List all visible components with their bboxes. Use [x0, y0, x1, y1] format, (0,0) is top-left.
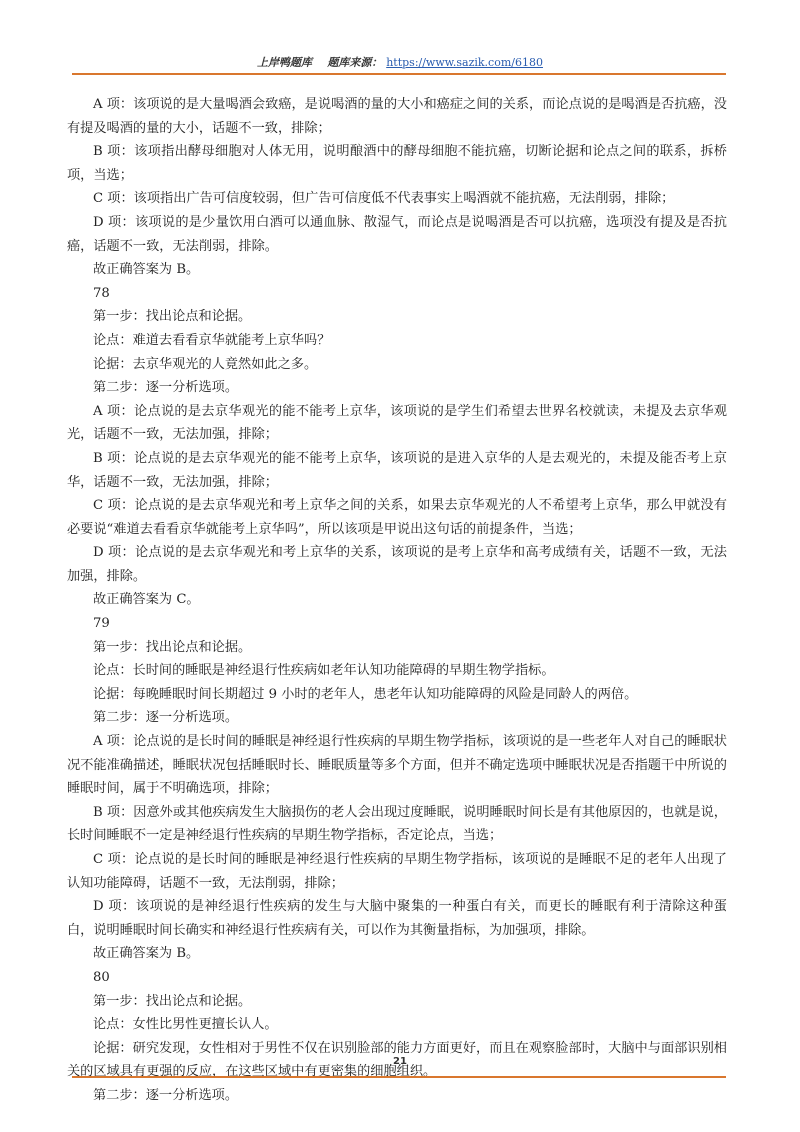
- paragraph: D 项：该项说的是神经退行性疾病的发生与大脑中聚集的一种蛋白有关，而更长的睡眠有利于清除这种蛋白，说明睡眠时间长确实和神经退行性疾病有关，可以作为其衡量指标，为加强项，排除。: [67, 899, 727, 938]
- answer-line: 故正确答案为 B。: [93, 946, 200, 962]
- answer-line: 故正确答案为 B。: [93, 262, 200, 278]
- paragraph: 第二步：逐一分析选项。: [93, 380, 239, 396]
- paragraph: 第二步：逐一分析选项。: [93, 1087, 239, 1103]
- paragraph: D 项：该项说的是少量饮用白酒可以通血脉、散湿气，而论点是说喝酒是否可以抗癌，选项没有提及是否抗癌，话题不一致，无法削弱，排除。: [67, 214, 727, 254]
- paragraph: 论点：长时间的睡眠是神经退行性疾病如老年认知功能障碍的早期生物学指标。: [93, 663, 555, 679]
- question-number: 79: [93, 616, 110, 632]
- paragraph: 第一步：找出论点和论据。: [93, 639, 252, 655]
- header-site-name: 上岸鸭题库: [257, 56, 313, 69]
- paragraph: 第一步：找出论点和论据。: [93, 309, 252, 325]
- paragraph: B 项：该项指出酵母细胞对人体无用，说明酿酒中的酵母细胞不能抗癌，切断论据和论点之间的联系，拆桥项，当选；: [67, 144, 727, 183]
- header-divider: [72, 73, 726, 75]
- paragraph: 第二步：逐一分析选项。: [93, 710, 239, 726]
- page-number: 21: [393, 1056, 407, 1067]
- paragraph: B 项：因意外或其他疾病发生大脑损伤的老人会出现过度睡眠，说明睡眠时间长是有其他原因的，也就是说，长时间睡眠不一定是神经退行性疾病的早期生物学指标，否定论点，当选；: [67, 804, 727, 844]
- paragraph: A 项：论点说的是长时间的睡眠是神经退行性疾病的早期生物学指标，该项说的是一些老年人对自己的睡眠状况不能准确描述，睡眠状况包括睡眠时长、睡眠质量等多个方面，但并不确定选项中睡眠状况是否指题干中所说的睡眠时间，属于不明确选项，排除；: [67, 734, 727, 797]
- header-source-label: 题库来源：: [327, 56, 383, 69]
- paragraph: A 项：该项说的是大量喝酒会致癌，是说喝酒的量的大小和癌症之间的关系，而论点说的是喝酒是否抗癌，没有提及喝酒的量的大小，话题不一致，排除；: [67, 97, 727, 136]
- question-number: 80: [93, 969, 110, 985]
- paragraph: D 项：论点说的是去京华观光和考上京华的关系，该项说的是考上京华和高考成绩有关，话题不一致，无法加强，排除。: [67, 545, 727, 584]
- paragraph: C 项：该项指出广告可信度较弱，但广告可信度低不代表事实上喝酒就不能抗癌，无法削弱，排除；: [93, 191, 675, 207]
- paragraph: 论据：研究发现，女性相对于男性不仅在识别脸部的能力方面更好，而且在观察脸部时，大脑中与面部识别相关的区域具有更强的反应，在这些区域中有更密集的细胞组织。: [67, 1040, 727, 1080]
- paragraph: 论据：去京华观光的人竟然如此之多。: [93, 356, 318, 372]
- paragraph: 论点：难道去看看京华就能考上京华吗？: [93, 332, 331, 348]
- paragraph: B 项：论点说的是去京华观光的能不能考上京华，该项说的是进入京华的人是去观光的，未提及能否考上京华，话题不一致，无法加强，排除；: [67, 450, 727, 490]
- paragraph: 第一步：找出论点和论据。: [93, 993, 252, 1009]
- paragraph: A 项：论点说的是去京华观光的能不能考上京华，该项说的是学生们希望去世界名校就读，未提及去京华观光，话题不一致，无法加强，排除；: [67, 403, 727, 443]
- paragraph: 论据：每晚睡眠时间长期超过 9 小时的老年人，患老年认知功能障碍的风险是同龄人的两倍。: [93, 686, 638, 702]
- footer-divider: [72, 1076, 726, 1078]
- page-body: [67, 93, 727, 1108]
- header-source-link[interactable]: https://www.sazik.com/6180: [386, 56, 543, 69]
- question-number: 78: [93, 285, 110, 301]
- paragraph: C 项：论点说的是去京华观光和考上京华之间的关系，如果去京华观光的人不希望考上京华，那么甲就没有必要说“难道去看看京华就能考上京华吗”，所以该项是甲说出这句话的前提条件，当选；: [67, 498, 727, 537]
- page-header: [0, 54, 800, 70]
- paragraph: 论点：女性比男性更擅长认人。: [93, 1017, 278, 1033]
- paragraph: C 项：论点说的是长时间的睡眠是神经退行性疾病的早期生物学指标，该项说的是睡眠不足的老年人出现了认知功能障碍，话题不一致，无法削弱，排除；: [67, 852, 727, 891]
- answer-line: 故正确答案为 C。: [93, 592, 200, 608]
